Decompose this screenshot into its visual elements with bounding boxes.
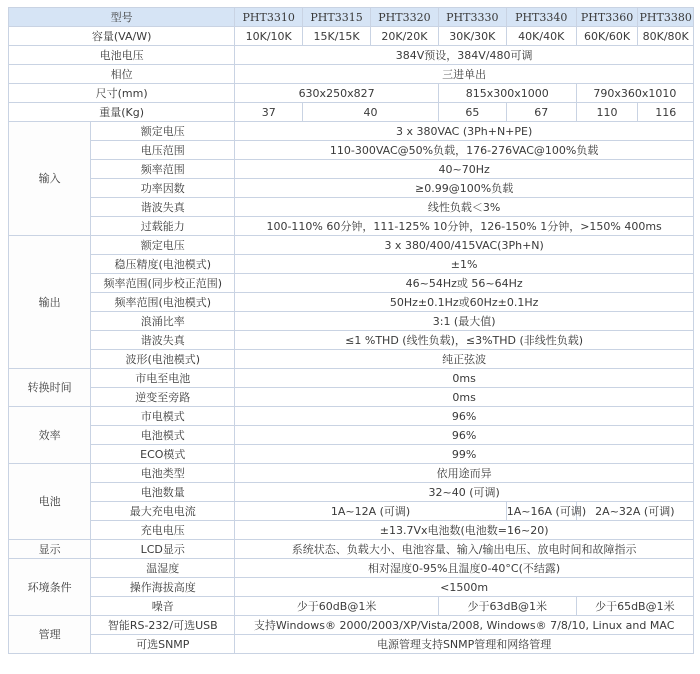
capacity-row — [9, 27, 694, 46]
altitude-row — [9, 578, 694, 597]
output-row-label: 波形(电池模式) — [91, 350, 235, 369]
charge-current-value: 2A~32A (可调) — [576, 502, 693, 521]
management-section-title: 管理 — [9, 616, 91, 654]
weight-value: 67 — [506, 103, 576, 122]
transfer-row-value: 0ms — [235, 369, 694, 388]
output-row-value: 3:1 (最大值) — [235, 312, 694, 331]
output-row-value: 50Hz±0.1Hz或60Hz±0.1Hz — [235, 293, 694, 312]
noise-value: 少于63dB@1米 — [438, 597, 576, 616]
output-section-title: 输出 — [9, 236, 91, 369]
input-row-value: 40~70Hz — [235, 160, 694, 179]
efficiency-row-label: ECO模式 — [91, 445, 235, 464]
noise-label: 噪音 — [91, 597, 235, 616]
size-value: 630x250x827 — [235, 84, 439, 103]
charge-current-row — [9, 502, 694, 521]
charge-voltage-value: ±13.7Vx电池数(电池数=16~20) — [235, 521, 694, 540]
noise-value: 少于65dB@1米 — [576, 597, 693, 616]
snmp-row — [9, 635, 694, 654]
display-label: LCD显示 — [91, 540, 235, 559]
efficiency-row — [9, 407, 694, 426]
display-row — [9, 540, 694, 559]
model-name: PHT3310 — [235, 8, 303, 27]
capacity-value: 30K/30K — [438, 27, 506, 46]
battery-voltage-label: 电池电压 — [9, 46, 235, 65]
output-row — [9, 236, 694, 255]
humidity-label: 温湿度 — [91, 559, 235, 578]
phase-label: 相位 — [9, 65, 235, 84]
capacity-label: 容量(VA/W) — [9, 27, 235, 46]
battery-count-value: 32~40 (可调) — [235, 483, 694, 502]
efficiency-row — [9, 426, 694, 445]
efficiency-row-label: 电池模式 — [91, 426, 235, 445]
input-row — [9, 160, 694, 179]
efficiency-section-title: 效率 — [9, 407, 91, 464]
altitude-value: <1500m — [235, 578, 694, 597]
display-value: 系统状态、负载大小、电池容量、输入/输出电压、放电时间和故障指示 — [235, 540, 694, 559]
output-row-label: 谐波失真 — [91, 331, 235, 350]
weight-label: 重量(Kg) — [9, 103, 235, 122]
output-row — [9, 255, 694, 274]
size-value: 790x360x1010 — [576, 84, 693, 103]
transfer-section-title: 转换时间 — [9, 369, 91, 407]
output-row-label: 额定电压 — [91, 236, 235, 255]
output-row-value: ±1% — [235, 255, 694, 274]
battery-type-value: 依用途而异 — [235, 464, 694, 483]
transfer-row-label: 市电至电池 — [91, 369, 235, 388]
input-row-label: 谐波失真 — [91, 198, 235, 217]
input-row-value: 3 x 380VAC (3Ph+N+PE) — [235, 122, 694, 141]
efficiency-row-label: 市电模式 — [91, 407, 235, 426]
capacity-value: 40K/40K — [506, 27, 576, 46]
output-row-label: 浪涌比率 — [91, 312, 235, 331]
battery-type-row — [9, 464, 694, 483]
model-name: PHT3320 — [371, 8, 439, 27]
input-row-value: 100-110% 60分钟，111-125% 10分钟，126-150% 1分钟，>150% 400ms — [235, 217, 694, 236]
humidity-row — [9, 559, 694, 578]
spec-table — [8, 7, 694, 654]
weight-value: 110 — [576, 103, 638, 122]
output-row-label: 频率范围(电池模式) — [91, 293, 235, 312]
input-row — [9, 141, 694, 160]
output-row — [9, 312, 694, 331]
input-row-value: ≥0.99@100%负载 — [235, 179, 694, 198]
input-row-label: 功率因数 — [91, 179, 235, 198]
model-label: 型号 — [9, 8, 235, 27]
input-row — [9, 198, 694, 217]
input-row-label: 过载能力 — [91, 217, 235, 236]
transfer-row-label: 逆变至旁路 — [91, 388, 235, 407]
output-row-value: 纯正弦波 — [235, 350, 694, 369]
transfer-row — [9, 388, 694, 407]
charge-current-label: 最大充电电流 — [91, 502, 235, 521]
output-row — [9, 331, 694, 350]
input-row-value: 线性负载＜3% — [235, 198, 694, 217]
charge-voltage-row — [9, 521, 694, 540]
output-row — [9, 350, 694, 369]
display-section-title: 显示 — [9, 540, 91, 559]
capacity-value: 15K/15K — [303, 27, 371, 46]
battery-type-label: 电池类型 — [91, 464, 235, 483]
charge-voltage-label: 充电电压 — [91, 521, 235, 540]
model-name: PHT3360 — [576, 8, 638, 27]
weight-value: 37 — [235, 103, 303, 122]
snmp-label: 可选SNMP — [91, 635, 235, 654]
battery-voltage-value: 384V预设，384V/480可调 — [235, 46, 694, 65]
phase-row — [9, 65, 694, 84]
output-row-value: ≤1 %THD (线性负载)，≤3%THD (非线性负载) — [235, 331, 694, 350]
output-row-label: 稳压精度(电池模式) — [91, 255, 235, 274]
capacity-value: 80K/80K — [638, 27, 694, 46]
weight-value: 40 — [303, 103, 439, 122]
usb-row — [9, 616, 694, 635]
input-row — [9, 179, 694, 198]
snmp-value: 电源管理支持SNMP管理和网络管理 — [235, 635, 694, 654]
weight-row — [9, 103, 694, 122]
charge-current-value: 1A~12A (可调) — [235, 502, 507, 521]
altitude-label: 操作海拔高度 — [91, 578, 235, 597]
model-name: PHT3330 — [438, 8, 506, 27]
output-row — [9, 293, 694, 312]
output-row-value: 3 x 380/400/415VAC(3Ph+N) — [235, 236, 694, 255]
model-name: PHT3380 — [638, 8, 694, 27]
input-row — [9, 122, 694, 141]
input-row-label: 频率范围 — [91, 160, 235, 179]
usb-label: 智能RS-232/可选USB — [91, 616, 235, 635]
model-name: PHT3315 — [303, 8, 371, 27]
battery-voltage-row — [9, 46, 694, 65]
efficiency-row-value: 99% — [235, 445, 694, 464]
weight-value: 65 — [438, 103, 506, 122]
output-row-value: 46~54Hz或 56~64Hz — [235, 274, 694, 293]
efficiency-row-value: 96% — [235, 407, 694, 426]
input-row — [9, 217, 694, 236]
battery-section-title: 电池 — [9, 464, 91, 540]
capacity-value: 10K/10K — [235, 27, 303, 46]
charge-current-value: 1A~16A (可调) — [506, 502, 576, 521]
input-row-label: 额定电压 — [91, 122, 235, 141]
noise-value: 少于60dB@1米 — [235, 597, 439, 616]
phase-value: 三进单出 — [235, 65, 694, 84]
battery-count-label: 电池数量 — [91, 483, 235, 502]
usb-value: 支持Windows® 2000/2003/XP/Vista/2008, Windows® 7/8/10, Linux and MAC — [235, 616, 694, 635]
output-row — [9, 274, 694, 293]
size-value: 815x300x1000 — [438, 84, 576, 103]
input-row-label: 电压范围 — [91, 141, 235, 160]
humidity-value: 相对湿度0-95%且温度0-40°C(不结露) — [235, 559, 694, 578]
battery-count-row — [9, 483, 694, 502]
input-row-value: 110-300VAC@50%负载，176-276VAC@100%负载 — [235, 141, 694, 160]
environment-section-title: 环境条件 — [9, 559, 91, 616]
model-name: PHT3340 — [506, 8, 576, 27]
output-row-label: 频率范围(同步校正范围) — [91, 274, 235, 293]
transfer-row-value: 0ms — [235, 388, 694, 407]
capacity-value: 60K/60K — [576, 27, 638, 46]
header-row — [9, 8, 694, 27]
input-section-title: 输入 — [9, 122, 91, 236]
size-row — [9, 84, 694, 103]
efficiency-row — [9, 445, 694, 464]
capacity-value: 20K/20K — [371, 27, 439, 46]
efficiency-row-value: 96% — [235, 426, 694, 445]
weight-value: 116 — [638, 103, 694, 122]
noise-row — [9, 597, 694, 616]
size-label: 尺寸(mm) — [9, 84, 235, 103]
transfer-row — [9, 369, 694, 388]
